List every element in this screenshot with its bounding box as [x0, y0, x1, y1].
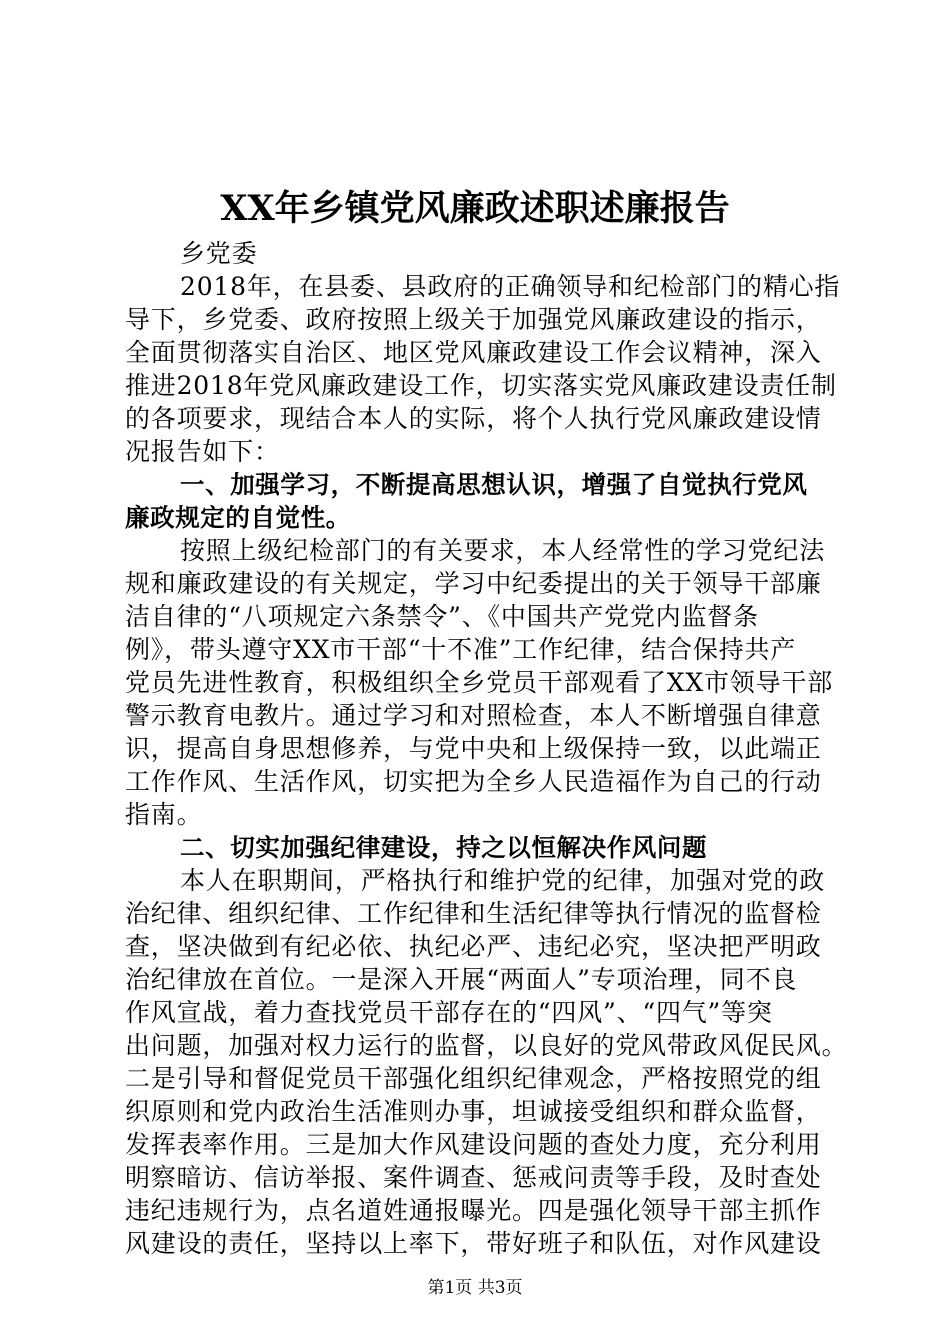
- paragraph-line: 规和廉政建设的有关规定，学习中纪委提出的关于领导干部廉: [125, 569, 822, 598]
- page-footer: 第1页 共3页: [427, 1278, 523, 1298]
- paragraph-line: 党员先进性教育，积极组织全乡党员干部观看了XX市领导干部: [125, 668, 833, 697]
- paragraph-line: 况报告如下：: [125, 437, 280, 466]
- paragraph-line: 警示教育电教片。通过学习和对照检查，本人不断增强自律意: [125, 701, 822, 730]
- paragraph-line: 本人在职期间，严格执行和维护党的纪律，加强对党的政: [180, 866, 826, 895]
- paragraph-line: 二是引导和督促党员干部强化组织纪律观念，严格按照党的组: [125, 1064, 822, 1093]
- paragraph-line: 作风宣战，着力查找党员干部存在的“四风”、“四气”等突: [125, 998, 773, 1027]
- paragraph-line: 导下，乡党委、政府按照上级关于加强党风廉政建设的指示，: [125, 305, 822, 334]
- section-heading-line: 廉政规定的自觉性。: [125, 503, 351, 532]
- paragraph-line: 例》，带头遵守XX市干部“十不准”工作纪律，结合保持共产: [125, 635, 797, 664]
- paragraph-line: 治纪律、组织纪律、工作纪律和生活纪律等执行情况的监督检: [125, 899, 822, 928]
- paragraph-line: 明察暗访、信访举报、案件调查、惩戒问责等手段，及时查处: [125, 1163, 822, 1192]
- paragraph-line: 识，提高自身思想修养，与党中央和上级保持一致，以此端正: [125, 734, 822, 763]
- paragraph-line: 查，坚决做到有纪必依、执纪必严、违纪必究，坚决把严明政: [125, 932, 822, 961]
- paragraph-line: 违纪违规行为，点名道姓通报曝光。四是强化领导干部主抓作: [125, 1196, 822, 1225]
- paragraph-line: 指南。: [125, 800, 203, 829]
- paragraph-line: 出问题，加强对权力运行的监督，以良好的党风带政风促民风。: [125, 1031, 848, 1060]
- section-heading-line: 二、切实加强纪律建设，持之以恒解决作风问题: [180, 833, 708, 862]
- paragraph-line: 的各项要求，现结合本人的实际，将个人执行党风廉政建设情: [125, 404, 822, 433]
- paragraph-line: 发挥表率作用。三是加大作风建设问题的查处力度，充分利用: [125, 1130, 822, 1159]
- paragraph-line: 2018年，在县委、县政府的正确领导和纪检部门的精心指: [180, 272, 841, 301]
- paragraph-line: 风建设的责任，坚持以上率下，带好班子和队伍，对作风建设: [125, 1229, 822, 1258]
- signatory-line: 乡党委: [180, 239, 258, 268]
- paragraph-line: 洁自律的“八项规定六条禁令”、《中国共产党党内监督条: [125, 602, 759, 631]
- paragraph-line: 按照上级纪检部门的有关要求，本人经常性的学习党纪法: [180, 536, 826, 565]
- document-title: XX年乡镇党风廉政述职述廉报告: [220, 188, 730, 229]
- paragraph-line: 全面贯彻落实自治区、地区党风廉政建设工作会议精神，深入: [125, 338, 822, 367]
- paragraph-line: 工作作风、生活作风，切实把为全乡人民造福作为自己的行动: [125, 767, 822, 796]
- paragraph-line: 治纪律放在首位。一是深入开展“两面人”专项治理，同不良: [125, 965, 798, 994]
- paragraph-line: 织原则和党内政治生活准则办事，坦诚接受组织和群众监督，: [125, 1097, 822, 1126]
- paragraph-line: 推进2018年党风廉政建设工作，切实落实党风廉政建设责任制: [125, 371, 837, 400]
- section-heading-line: 一、加强学习，不断提高思想认识，增强了自觉执行党风: [180, 470, 808, 499]
